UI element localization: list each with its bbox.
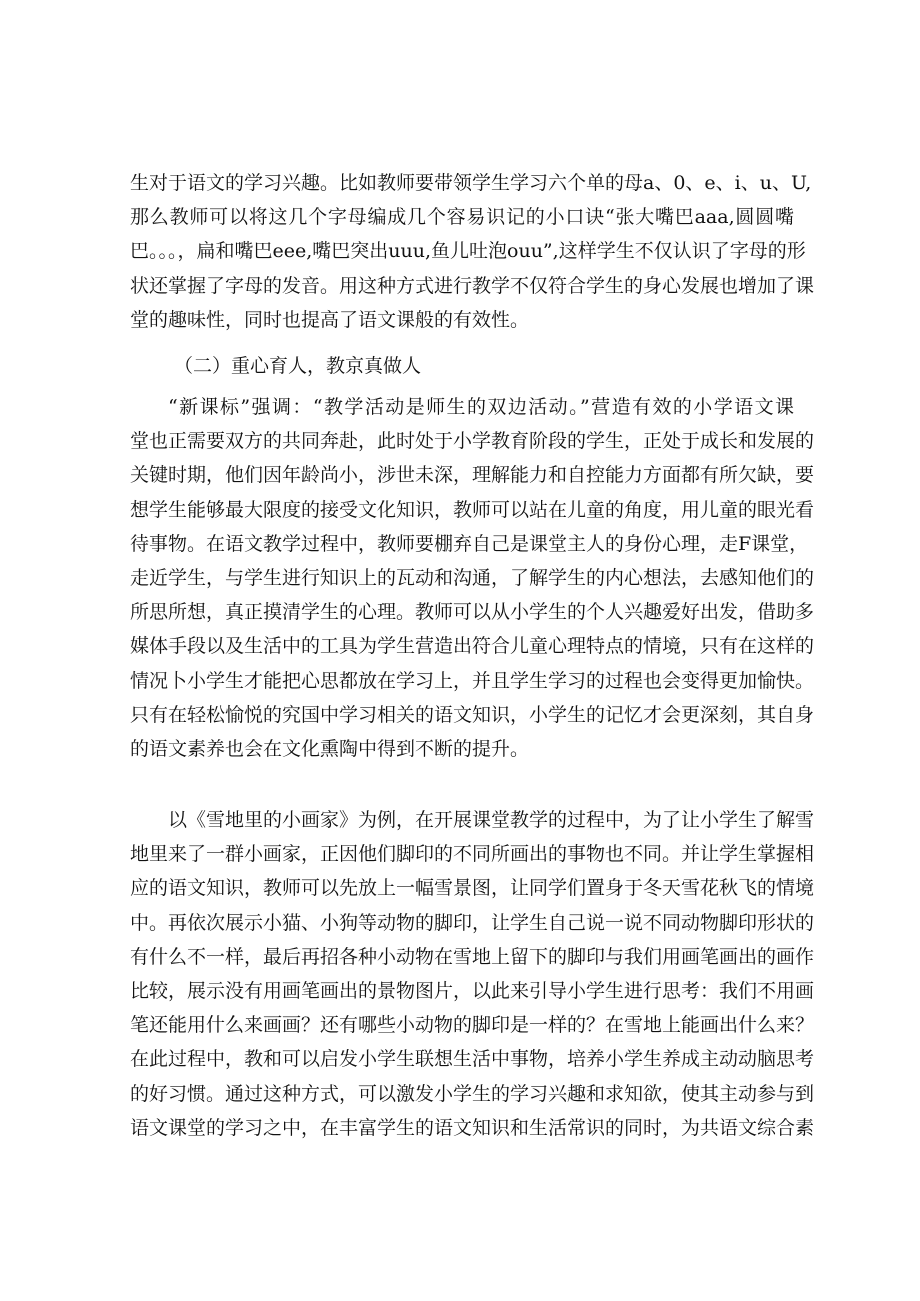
paragraph-line: 想学生能够最大限度的接受文化知识，教师可以站在儿童的角度，用儿童的眼光看 bbox=[130, 498, 815, 521]
paragraph-line: 走近学生，与学生进行知识上的瓦动和沟通，了解学生的内心想法，去感知他们的 bbox=[130, 566, 815, 589]
paragraph-line: 地里来了一群小画家，正因他们脚印的不同所画出的事物也不同。并让学生掌握相 bbox=[130, 843, 815, 866]
paragraph-line: 以《雪地里的小画家》为例，在开展课堂教学的过程中，为了让小学生了解雪 bbox=[168, 809, 815, 831]
paragraph-line: 所思所想，真正摸清学生的心理。教师可以从小学生的个人兴趣爱好出发，借助多 bbox=[130, 601, 815, 624]
paragraph-line: 应的语文知识，教师可以先放上一幅雪景图，让同学们置身于冬天雪花秋飞的情境 bbox=[130, 877, 815, 900]
paragraph-line: 待事物。在语文教学过程中，教师要棚弃自己是课堂主人的身份心理，走F课堂， bbox=[130, 532, 809, 555]
paragraph-line: 关键时期，他们因年龄尚小，涉世未深，理解能力和自控能力方面都有所欠缺，要 bbox=[130, 464, 815, 487]
section-heading bbox=[130, 349, 794, 383]
paragraph-line: 在此过程中，教和可以启发小学生联想生活中事物，培养小学生养成主动动脑思考 bbox=[130, 1048, 815, 1071]
paragraph-1 bbox=[130, 166, 815, 337]
paragraph-line: 只有在轻松愉悦的究国中学习相关的语文知识，小学生的记忆才会更深刻，其自身 bbox=[130, 703, 815, 726]
paragraph-line: 媒体手段以及生活中的工具为学生营造出符合儿童心理特点的情境，只有在这样的 bbox=[130, 635, 815, 658]
paragraph-line: 有什么不一样，最后再招各种小动物在雪地上留下的脚印与我们用画笔画出的画作 bbox=[130, 945, 815, 968]
heading-text: （二）重心育人，教京真做人 bbox=[174, 355, 422, 377]
paragraph-3 bbox=[130, 803, 815, 1145]
paragraph-line: 状还掌握了字母的发音。用这种方式进行教学不仅符合学生的身心发展也增加了课 bbox=[130, 274, 815, 297]
paragraph-line: “新课标”强调：“教学活动是师生的双边活动。”营造有效的小学语文课 bbox=[168, 396, 794, 418]
paragraph-line: 堂的趣味性，同时也提高了语文课般的有效性。 bbox=[130, 308, 530, 331]
paragraph-line: 中。再依次展示小猫、小狗等动物的脚印，让学生自己说一说不同动物脚印形状的 bbox=[130, 911, 815, 934]
paragraph-line: 的语文素养也会在文化熏陶中得到不断的提升。 bbox=[130, 737, 530, 760]
paragraph-line: 堂也正需要双方的共同奔赴，此时处于小学教育阶段的学生，正处于成长和发展的 bbox=[130, 430, 815, 453]
paragraph-line: 语文课堂的学习之中，在丰富学生的语文知识和生活常识的同时，为共语文综合素 bbox=[130, 1116, 815, 1139]
paragraph-line: 笔还能用什么来画画？还有哪些小动物的脚印是一样的？在雪地上能画出什么来？ bbox=[130, 1014, 815, 1037]
paragraph-line: 的好习惯。通过这种方式，可以激发小学生的学习兴趣和求知欲，使其主动参与到 bbox=[130, 1082, 815, 1105]
paragraph-2 bbox=[130, 390, 815, 766]
paragraph-line: 情况卜小学生才能把心思都放在学习上，并且学生学习的过程也会变得更加愉快。 bbox=[130, 669, 815, 692]
paragraph-line: 比较，展示没有用画笔画出的景物图片，以此来引导小学生进行思考：我们不用画 bbox=[130, 979, 815, 1002]
paragraph-line: 巴。。。，扁和嘴巴eee,嘴巴突出uuu,鱼儿吐泡ouu”,这样学生不仅认识了字母的形 bbox=[130, 240, 806, 263]
paragraph-line: 那么教师可以将这几个字母编成几个容易识记的小口诀“张大嘴巴aaa,圆圆嘴 bbox=[130, 206, 794, 229]
paragraph-line: 生对于语文的学习兴趣。比如教师要带领学生学习六个单的母a、0、e、i、u、U, bbox=[130, 172, 812, 194]
